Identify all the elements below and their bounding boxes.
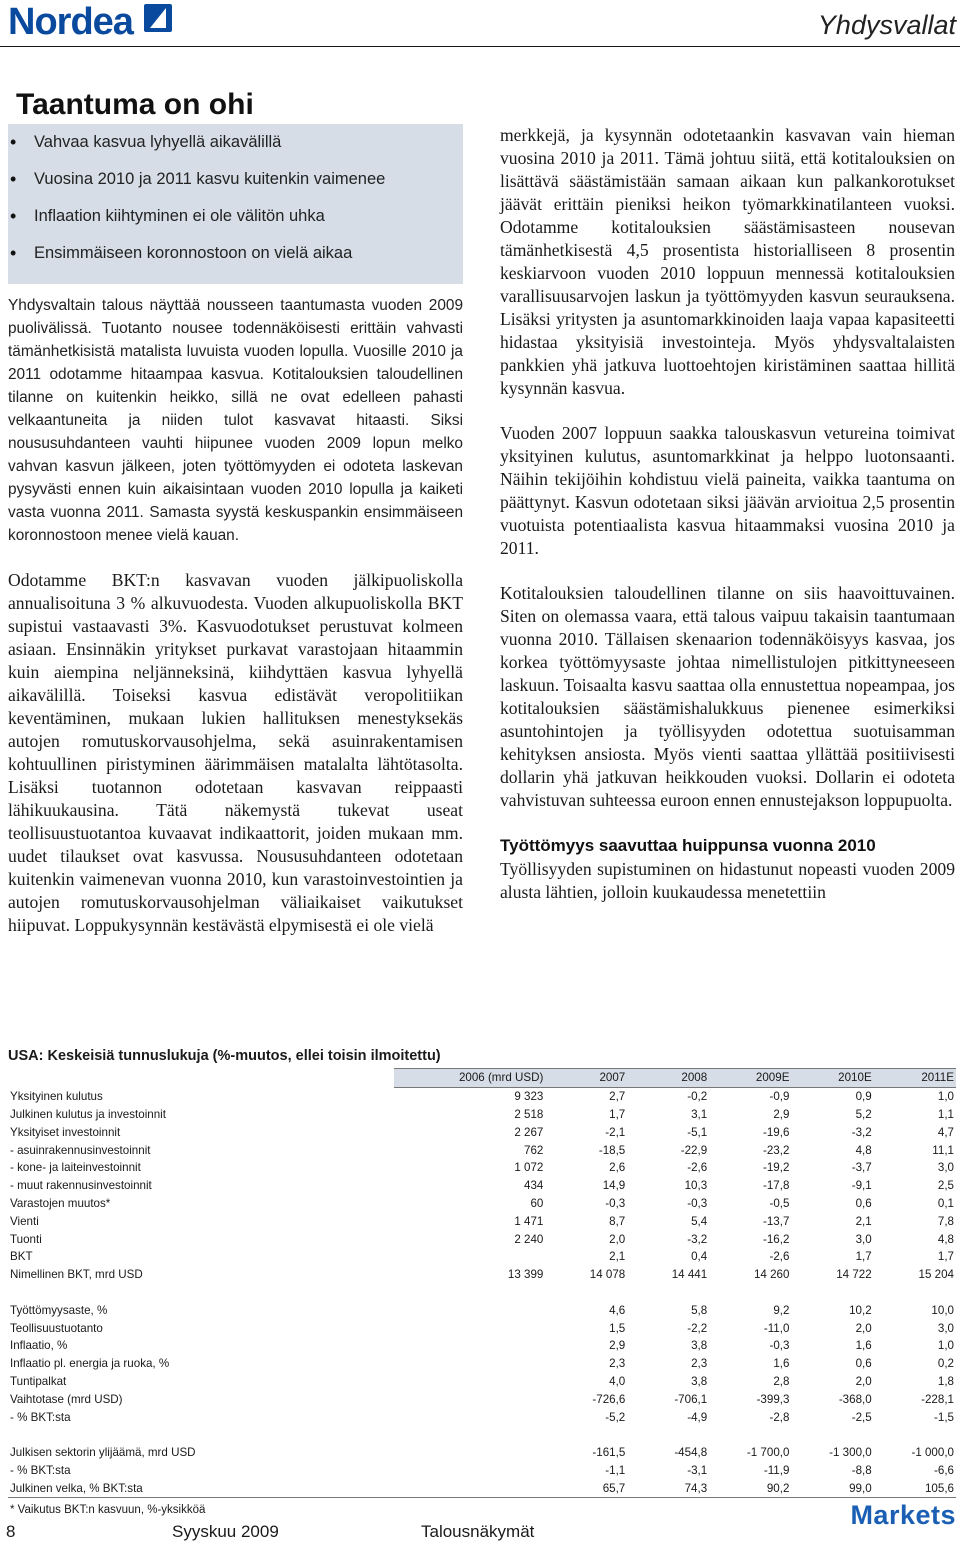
value-cell: 3,1 — [691, 1107, 708, 1121]
value-cell: -2,6 — [769, 1250, 790, 1264]
value-cell: 2,7 — [609, 1090, 626, 1104]
row-label-cell: - muut rakennusinvestoinnit — [10, 1179, 152, 1193]
value-cell: 2,0 — [855, 1374, 872, 1388]
summary-list — [8, 128, 463, 276]
value-cell: -368,0 — [838, 1392, 872, 1406]
row-label-cell: - % BKT:sta — [10, 1463, 71, 1477]
article-title: Taantuma on ohi — [16, 88, 254, 121]
summary-bullet: • Inflaation kiihtyminen ei ole välitön uhka — [8, 202, 463, 239]
value-cell: -161,5 — [592, 1446, 626, 1460]
value-cell: 4,6 — [609, 1303, 626, 1317]
value-cell: 2,0 — [855, 1321, 872, 1335]
value-cell: 9 323 — [514, 1090, 544, 1104]
markets-logo: Markets — [850, 1500, 956, 1530]
value-cell: 0,4 — [691, 1250, 708, 1264]
value-cell: 5,4 — [691, 1214, 708, 1228]
row-label-cell: Työttömyysaste, % — [10, 1303, 108, 1317]
table-row — [8, 1462, 956, 1480]
value-cell: -3,2 — [687, 1232, 708, 1246]
value-cell: 1,8 — [937, 1374, 954, 1388]
header-cell: 2010E — [791, 1069, 873, 1088]
row-label-cell: Inflaatio pl. energia ja ruoka, % — [10, 1357, 170, 1371]
table-row — [8, 1337, 956, 1355]
body-paragraph: Työllisyyden supistuminen on hidastunut nopeasti vuoden 2009 alusta lähtien, jolloin kuukaudessa menetettiin — [500, 859, 955, 902]
value-cell: 3,0 — [855, 1232, 872, 1246]
summary-bullet: • Vahvaa kasvua lyhyellä aikavälillä — [8, 128, 463, 165]
row-label-cell: Tuntipalkat — [10, 1374, 67, 1388]
value-cell: 3,8 — [691, 1339, 708, 1353]
value-cell: 14 722 — [836, 1268, 872, 1282]
logo-text: Nordea — [8, 1, 133, 43]
value-cell: -1 700,0 — [746, 1446, 790, 1460]
value-cell: 2,0 — [609, 1232, 626, 1246]
table-row — [8, 1087, 956, 1105]
value-cell: -19,6 — [763, 1125, 790, 1139]
value-cell: -726,6 — [592, 1392, 626, 1406]
value-cell: 13 399 — [507, 1268, 544, 1282]
table-row — [8, 1373, 956, 1391]
table-row — [8, 1390, 956, 1408]
header-cell: 2006 (mrd USD) — [394, 1069, 545, 1088]
row-label-cell: Julkinen velka, % BKT:sta — [8, 1479, 394, 1497]
table-row — [8, 1230, 956, 1248]
value-cell: 1,7 — [937, 1250, 954, 1264]
value-cell: 14 260 — [753, 1268, 790, 1282]
value-cell: -2,5 — [851, 1410, 872, 1424]
publication-name: Talousnäkymät — [421, 1522, 535, 1541]
row-label-cell: Tuonti — [10, 1232, 42, 1246]
value-cell: 3,0 — [937, 1321, 954, 1335]
value-cell: -22,9 — [680, 1143, 708, 1157]
left-column — [8, 88, 463, 937]
value-cell: 0,6 — [855, 1196, 872, 1210]
value-cell: 4,7 — [937, 1125, 954, 1139]
value-cell: -0,2 — [687, 1090, 708, 1104]
value-cell — [394, 1337, 545, 1355]
value-cell: -454,8 — [674, 1446, 708, 1460]
nordea-logo — [8, 1, 133, 43]
value-cell — [394, 1479, 545, 1497]
value-cell: -0,3 — [687, 1196, 708, 1210]
value-cell: 0,2 — [937, 1357, 954, 1371]
value-cell: -399,3 — [756, 1392, 790, 1406]
row-label-cell: Teollisuustuotanto — [10, 1321, 103, 1335]
value-cell: -17,8 — [763, 1179, 790, 1193]
row-label-cell: - % BKT:sta — [10, 1410, 71, 1424]
value-cell: -9,1 — [851, 1179, 872, 1193]
value-cell: 1,7 — [855, 1250, 872, 1264]
value-cell: 2,3 — [609, 1357, 626, 1371]
value-cell: -19,2 — [763, 1161, 790, 1175]
body-paragraph: Vuoden 2007 loppuun saakka talouskasvun vetureina toimivat yksityinen kulutus, asuntomarkkinat ja helppo luotonsaanti. Näihin tekijöihin kohdistuu vielä paineita, vaikka taantuma on päättynyt. Kasvun odotetaan siksi jäävän arvioitua 2,5 prosentin vuotuista potentiaalista kasvua hitaammaksi vuosina 2010 ja 2011. — [500, 423, 955, 558]
value-cell: 2,6 — [609, 1161, 626, 1175]
header-divider — [0, 46, 960, 47]
value-cell: 2,3 — [691, 1357, 708, 1371]
header-cell: 2007 — [545, 1069, 627, 1088]
table-row — [8, 1106, 956, 1124]
value-cell: 15 204 — [918, 1268, 954, 1282]
table-body — [8, 1087, 956, 1497]
value-cell: 99,0 — [791, 1479, 873, 1497]
value-cell: 2,5 — [937, 1179, 954, 1193]
value-cell: 1,7 — [609, 1107, 626, 1121]
value-cell: -1 000,0 — [911, 1446, 954, 1460]
header-cell: 2008 — [627, 1069, 709, 1088]
value-cell: -0,5 — [769, 1196, 790, 1210]
value-cell: -11,0 — [763, 1321, 790, 1335]
value-cell: 0,1 — [937, 1196, 954, 1210]
figures-table — [8, 1068, 956, 1498]
value-cell: 2 267 — [514, 1125, 544, 1139]
value-cell: 1,1 — [937, 1107, 954, 1121]
value-cell: -11,9 — [763, 1463, 790, 1477]
page-number: 8 — [6, 1522, 16, 1541]
value-cell: 2 240 — [514, 1232, 544, 1246]
value-cell: -3,1 — [687, 1463, 708, 1477]
sail-icon — [144, 4, 172, 32]
value-cell: 1 072 — [514, 1161, 544, 1175]
value-cell: 10,2 — [849, 1303, 872, 1317]
value-cell: -5,2 — [605, 1410, 626, 1424]
value-cell — [394, 1301, 545, 1319]
value-cell: -4,9 — [687, 1410, 708, 1424]
value-cell: -1,1 — [605, 1463, 626, 1477]
spacer-row — [8, 1284, 956, 1302]
row-label-cell: - asuinrakennusinvestoinnit — [10, 1143, 151, 1157]
value-cell: 3,8 — [691, 1374, 708, 1388]
value-cell: 105,6 — [874, 1479, 956, 1497]
value-cell: 1 471 — [514, 1214, 544, 1228]
value-cell: 2,9 — [609, 1339, 626, 1353]
value-cell — [394, 1355, 545, 1373]
value-cell: -2,2 — [687, 1321, 708, 1335]
right-column — [500, 124, 955, 904]
value-cell — [394, 1444, 545, 1462]
summary-bullet: • Ensimmäiseen koronnostoon on vielä aikaa — [8, 239, 463, 276]
table-footnote: * Vaikutus BKT:n kasvuun, %-yksikköä — [10, 1504, 206, 1516]
table-row — [8, 1212, 956, 1230]
value-cell: -228,1 — [921, 1392, 954, 1406]
row-label-cell: Varastojen muutos* — [10, 1196, 111, 1210]
value-cell: -3,2 — [851, 1125, 872, 1139]
section-subheading: Työttömyys saavuttaa huippunsa vuonna 2010 — [500, 836, 876, 855]
value-cell: 0,6 — [855, 1357, 872, 1371]
value-cell — [394, 1319, 545, 1337]
header-cell: 2011E — [874, 1069, 956, 1088]
value-cell: 4,8 — [855, 1143, 872, 1157]
row-label-cell: BKT — [10, 1250, 33, 1264]
value-cell: -5,1 — [687, 1125, 708, 1139]
value-cell: 2,9 — [773, 1107, 790, 1121]
value-cell: 5,8 — [691, 1303, 708, 1317]
value-cell: -16,2 — [763, 1232, 790, 1246]
row-label-cell: Yksityinen kulutus — [10, 1089, 103, 1103]
table-row — [8, 1141, 956, 1159]
value-cell: 14 078 — [589, 1268, 626, 1282]
value-cell — [394, 1248, 545, 1266]
table-row — [8, 1195, 956, 1213]
value-cell: -0,9 — [769, 1090, 790, 1104]
value-cell: 60 — [530, 1196, 544, 1210]
value-cell: 10,3 — [684, 1179, 708, 1193]
value-cell: 74,3 — [627, 1479, 709, 1497]
row-label-cell: Vienti — [10, 1214, 39, 1228]
value-cell: -3,7 — [851, 1161, 872, 1175]
table-row — [8, 1479, 956, 1497]
value-cell: -13,7 — [763, 1214, 790, 1228]
value-cell — [394, 1390, 545, 1408]
value-cell: -2,6 — [687, 1161, 708, 1175]
value-cell: 9,2 — [773, 1303, 790, 1317]
value-cell: 2,8 — [773, 1374, 790, 1388]
row-label-cell: Yksityiset investoinnit — [10, 1125, 121, 1139]
value-cell: 10,0 — [931, 1303, 954, 1317]
table-row — [8, 1444, 956, 1462]
spacer-cell — [8, 1426, 956, 1444]
publication-date: Syyskuu 2009 — [172, 1522, 279, 1541]
table-title: USA: Keskeisiä tunnuslukuja (%-muutos, ellei toisin ilmoitettu) — [8, 1048, 441, 1064]
value-cell: 1,5 — [609, 1321, 626, 1335]
table-row — [8, 1177, 956, 1195]
body-paragraph: merkkejä, ja kysynnän odotetaankin kasvavan vain hieman vuosina 2010 ja 2011. Tämä johtuu siitä, että kotitalouksien on lisättävä säästämistään samaan aikaan kun palkankorotukset jäävät erittäin pieniksi heikon työmarkkinatilanteen vuoksi. Odotamme kotitalouksien säästämisasteen nousevan tämänhetkisestä 4,5 prosentista historialliseen 8 prosentin keskiarvoon vuoden 2010 loppuun mennessä kotitalouksien varallisuusarvojen laskun ja työttömyyden kasvun seurauksena. Lisäksi yritysten ja asuntomarkkinoiden laaja vapaa kapasiteetti hidastaa yksityisiä investointeja. Myös yhdysvaltalaisten pankkien yhä jatkuva luottoehtojen kiristäminen saattaa hillitä kysynnän kasvua. — [500, 125, 955, 398]
value-cell — [394, 1408, 545, 1426]
value-cell: -23,2 — [763, 1143, 790, 1157]
row-label-cell: - kone- ja laiteinvestoinnit — [10, 1161, 141, 1175]
table-header-row — [8, 1069, 956, 1088]
table-row — [8, 1319, 956, 1337]
table-row — [8, 1266, 956, 1284]
value-cell: -6,6 — [934, 1463, 954, 1477]
value-cell: 5,2 — [855, 1107, 872, 1121]
spacer-cell — [8, 1284, 956, 1302]
value-cell — [394, 1462, 545, 1480]
header-cell — [8, 1069, 394, 1088]
row-label-cell: Nimellinen BKT, mrd USD — [10, 1268, 143, 1282]
value-cell: 11,1 — [932, 1143, 954, 1157]
value-cell — [394, 1373, 545, 1391]
value-cell: -1 300,0 — [829, 1446, 872, 1460]
table-row — [8, 1408, 956, 1426]
intro-paragraph: Yhdysvaltain talous näyttää nousseen taantumasta vuoden 2009 puolivälissä. Tuotanto nousee todennäköisesti erittäin vahvasti tämänhetkisistä matalista luvuista vuoden lopulla. Vuosille 2010 ja 2011 odotamme hitaampaa kasvua. Kotitalouksien taloudellinen tilanne on kuitenkin heikko, sillä ne ovat edelleen pahasti velkaantuneita ja niiden tulot kasvavat hitaasti. Siksi noususuhdanteen vauhti hiipunee vuoden 2009 lopun melko vahvan kasvun jälkeen, joten työttömyyden ei odoteta laskevan pysyvästi ennen kuin aikaisintaan vuoden 2010 lopulla ja kaiketi vasta vuonna 2011. Samasta syystä keskuspankin ensimmäiseen koronnostoon menee vielä kauan. — [8, 297, 463, 544]
key-figures-table — [8, 1046, 956, 1498]
value-cell: 3,0 — [937, 1161, 954, 1175]
value-cell: -18,5 — [598, 1143, 626, 1157]
value-cell: -2,8 — [769, 1410, 790, 1424]
value-cell: 4,8 — [937, 1232, 954, 1246]
value-cell: -0,3 — [605, 1196, 626, 1210]
value-cell: 2,1 — [855, 1214, 872, 1228]
value-cell: -1,5 — [934, 1410, 954, 1424]
section-label: Yhdysvallat — [817, 10, 956, 40]
table-row — [8, 1301, 956, 1319]
table-row — [8, 1355, 956, 1373]
value-cell: 1,6 — [773, 1357, 790, 1371]
body-paragraph: Odotamme BKT:n kasvavan vuoden jälkipuoliskolla annualisoituna 3 % alkuvuodesta. Vuoden alkupuoliskolla BKT supistui vastaavasti 3%. Kasvuodotukset perustuvat kolmeen asiaan. Ensinnäkin yritykset purkavat varastojaan hitaammin kuin aiempina neljänneksinä, kiihdyttäen kasvua lyhyellä aikavälillä. Toiseksi kasvua edistävät veropolitiikan keventäminen, mukaan lukien hallituksen menestyksekäs autojen romutuskorvausohjelma, sekä asuinrakentamisen kohtuullinen piristyminen äärimmäisen matalalta lähtötasolta. Lisäksi tuotannon odotetaan kasvavan reippaasti lähikuukausina. Tätä näkemystä tukevat useat teollisuustuotantoa kuvaavat indikaattorit, joiden mukaan mm. uudet tilaukset ovat kasvussa. Noususuhdanteen odotetaan kuitenkin vaimenevan vuonna 2010, kun varastoinvestointien ja autojen romutuskorvausohjelman väliaikaiset vaikutukset hiipuvat. Loppukysynnän kestävästä elpymisestä ei ole vielä — [8, 570, 463, 935]
row-label-cell: Inflaatio, % — [10, 1339, 68, 1353]
value-cell: 8,7 — [609, 1214, 626, 1228]
row-label-cell: Julkinen kulutus ja investoinnit — [10, 1107, 166, 1121]
summary-box — [8, 124, 463, 284]
value-cell: -0,3 — [769, 1339, 790, 1353]
value-cell: 2,1 — [609, 1250, 626, 1264]
value-cell: 90,2 — [709, 1479, 791, 1497]
value-cell: 2 518 — [514, 1107, 544, 1121]
value-cell: 1,6 — [855, 1339, 872, 1353]
value-cell: 14 441 — [671, 1268, 708, 1282]
value-cell: -2,1 — [605, 1125, 626, 1139]
value-cell: 1,0 — [937, 1339, 954, 1353]
row-label-cell: Julkisen sektorin ylijäämä, mrd USD — [10, 1446, 196, 1460]
value-cell: -8,8 — [851, 1463, 872, 1477]
summary-bullet: • Vuosina 2010 ja 2011 kasvu kuitenkin vaimenee — [8, 165, 463, 202]
value-cell: 762 — [524, 1143, 544, 1157]
value-cell: 65,7 — [545, 1479, 627, 1497]
table-row — [8, 1159, 956, 1177]
value-cell: 434 — [524, 1179, 544, 1193]
table-row — [8, 1248, 956, 1266]
value-cell: 1,0 — [937, 1090, 954, 1104]
value-cell: -706,1 — [674, 1392, 708, 1406]
value-cell: 14,9 — [602, 1179, 626, 1193]
row-label-cell: Vaihtotase (mrd USD) — [10, 1392, 123, 1406]
table-row — [8, 1123, 956, 1141]
value-cell: 7,8 — [937, 1214, 954, 1228]
header-cell: 2009E — [709, 1069, 791, 1088]
value-cell: 0,9 — [855, 1090, 872, 1104]
body-paragraph: Kotitalouksien taloudellinen tilanne on siis haavoittuvainen. Siten on olemassa vaara, että talous vaipuu takaisin taantumaan vuonna 2010. Tällaisen skenaarion todennäköisyys kasvaa, jos korkea työttömyysaste johtaa nimellistulojen pitkittyneeseen laskuun. Toisaalta kasvu saattaa olla ennustettua nopeampaa, jos kotitalouksien säästämishalukkuus pienenee esimerkiksi asuntohintojen ja työllisyyden odotettua suotuisamman kehityksen ansiosta. Myös vienti saattaa yllättää positiivisesti dollarin yhä jatkuvan heikkouden vuoksi. Dollarin ei odoteta vahvistuvan suhteessa euroon ennen ennustejakson loppupuolta. — [500, 583, 955, 810]
page-footer — [0, 1522, 960, 1544]
value-cell: 4,0 — [609, 1374, 626, 1388]
spacer-row — [8, 1426, 956, 1444]
